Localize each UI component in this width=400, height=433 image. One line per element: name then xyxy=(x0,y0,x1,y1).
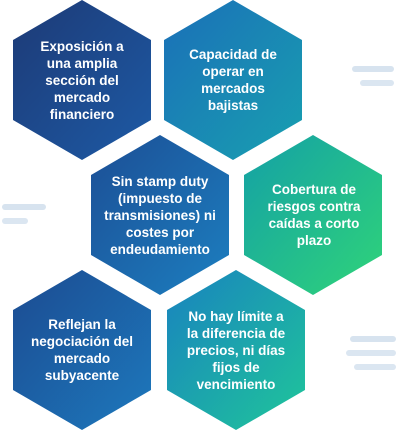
hexagon-label-bear-markets: Capacidad de operar en mercados bajistas xyxy=(189,47,277,113)
hexagon-label-exposure: Exposición a una amplia sección del mercado financiero xyxy=(40,38,124,122)
faint-decoration-right-top-2 xyxy=(360,80,394,86)
hexagon-label-stamp-duty: Sin stamp duty (impuesto de transmisiones) ni costes por endeudamiento xyxy=(104,173,216,257)
faint-decoration-right-bottom-2 xyxy=(346,350,396,356)
faint-decoration-right-top xyxy=(352,66,394,72)
faint-decoration-right-bottom-3 xyxy=(354,364,396,370)
faint-decoration-right-bottom xyxy=(350,336,396,342)
faint-decoration-left-mid-2 xyxy=(2,218,28,224)
hexagon-label-hedging: Cobertura de riesgos contra caídas a corto plazo xyxy=(267,182,361,248)
faint-decoration-left-mid xyxy=(2,204,46,210)
hexagon-label-underlying-market: Reflejan la negociación del mercado subyacente xyxy=(30,317,134,383)
hexagon-label-no-limit: No hay límite a la diferencia de precios, ni días fijos de vencimiento xyxy=(186,308,286,392)
